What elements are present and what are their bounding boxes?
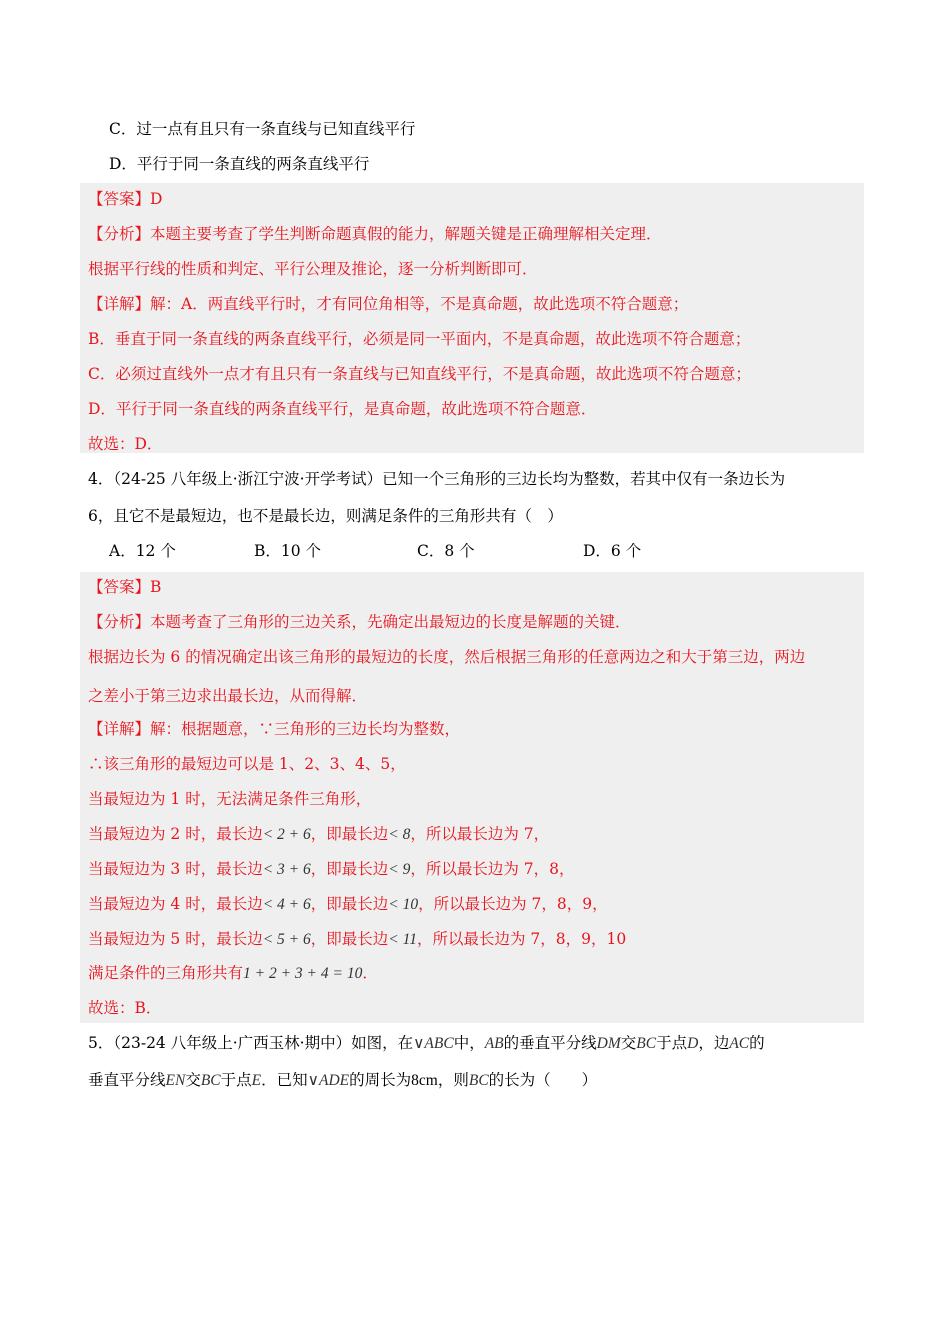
triangle-abc: ∨ABC	[413, 1035, 454, 1052]
q5-text: 中，	[453, 1034, 485, 1052]
q5-text: 交	[620, 1034, 637, 1052]
point-d: D	[687, 1035, 699, 1052]
case-text: ，即最长边	[310, 895, 389, 913]
inequality: < 2 + 6	[262, 826, 311, 843]
q4-detail-line-1: 【详解】解：根据题意，∵三角形的三边长均为整数，	[88, 720, 461, 738]
inequality: < 9	[388, 861, 411, 878]
case-text: ，即最长边	[310, 825, 389, 843]
q5-stem-line-2	[88, 1070, 597, 1091]
q5-text: 的长为（ ）	[488, 1071, 598, 1089]
q4-stem-line-2: 6，且它不是最短边，也不是最长边，则满足条件的三角形共有（ ）	[88, 507, 563, 525]
q4-case-2	[88, 859, 575, 880]
inequality: < 8	[388, 826, 411, 843]
q4-analysis-line-2: 根据边长为 6 的情况确定出该三角形的最短边的长度，然后根据三角形的任意两边之和大于第三边，两边	[88, 648, 806, 666]
q3-option-d: D．平行于同一条直线的两条直线平行	[109, 155, 370, 173]
q3-answer: 【答案】D	[88, 190, 163, 208]
q4-conclusion: 故选：B．	[88, 999, 162, 1017]
segment-bc: BC	[200, 1072, 221, 1089]
case-text: ，所以最长边为 7，8，9，	[418, 895, 608, 913]
segment-bc: BC	[636, 1035, 657, 1052]
q3-analysis-line-2: 根据平行线的性质和判定、平行公理及推论，逐一分析判断即可．	[88, 260, 538, 278]
case-text: ，所以最长边为 7，8，	[410, 860, 575, 878]
inequality: < 11	[388, 931, 417, 948]
q5-text: 的	[749, 1034, 765, 1052]
q4-option-a: A．12 个	[109, 542, 176, 560]
q3-detail-line-4: D．平行于同一条直线的两条直线平行，是真命题，故此选项不符合题意．	[88, 400, 597, 418]
q5-text: 垂直平分线	[88, 1071, 166, 1089]
case-text: ，即最长边	[310, 930, 389, 948]
inequality: < 4 + 6	[262, 896, 311, 913]
q4-detail-line-2: ∴该三角形的最短边可以是 1、2、3、4、5，	[88, 755, 406, 773]
q5-text: 的垂直平分线	[503, 1034, 597, 1052]
line-en: EN	[165, 1072, 186, 1089]
q5-text: 的周长为	[349, 1071, 412, 1089]
q4-total	[88, 963, 378, 984]
q4-case-3	[88, 894, 608, 915]
q4-options	[109, 541, 669, 561]
case-text: 当最短边为 2 时，最长边	[88, 825, 263, 843]
q4-case-1	[88, 824, 549, 845]
case-text: 当最短边为 5 时，最长边	[88, 930, 263, 948]
q3-detail-line-3: C．必须过直线外一点才有且只有一条直线与已知直线平行，不是真命题，故此选项不符合题意；	[88, 365, 751, 383]
q4-analysis-line-1: 【分析】本题考查了三角形的三边关系，先确定出最短边的长度是解题的关键．	[88, 613, 631, 631]
q5-text: 交	[185, 1071, 201, 1089]
q4-detail-line-3: 当最短边为 1 时，无法满足条件三角形，	[88, 790, 372, 808]
inequality: < 5 + 6	[262, 931, 311, 948]
case-text: 当最短边为 3 时，最长边	[88, 860, 263, 878]
q4-option-b: B．10 个	[254, 542, 322, 560]
inequality: < 3 + 6	[262, 861, 311, 878]
q4-stem-line-1: 4．（24-25 八年级上·浙江宁波·开学考试）已知一个三角形的三边长均为整数，若其中仅有一条边长为	[88, 470, 786, 488]
q3-conclusion: 故选：D．	[88, 435, 163, 453]
q3-option-c: C．过一点有且只有一条直线与已知直线平行	[109, 120, 416, 138]
triangle-ade: ∨ADE	[307, 1072, 350, 1089]
q5-text: 5．（23-24 八年级上·广西玉林·期中）如图，在	[88, 1034, 414, 1052]
total-expression: 1 + 2 + 3 + 4 = 10	[243, 965, 363, 982]
case-text: 当最短边为 4 时，最长边	[88, 895, 263, 913]
q5-text: ，边	[698, 1034, 730, 1052]
q5-text: 于点	[656, 1034, 688, 1052]
q3-analysis-line-1: 【分析】本题主要考查了学生判断命题真假的能力，解题关键是正确理解相关定理．	[88, 225, 662, 243]
point-e: E	[251, 1072, 262, 1089]
q5-text: 于点	[220, 1071, 252, 1089]
q3-detail-line-2: B．垂直于同一条直线的两条直线平行，必须是同一平面内，不是真命题，故此选项不符合题意；	[88, 330, 751, 348]
inequality: < 10	[388, 896, 419, 913]
q4-option-d: D．6 个	[583, 542, 642, 560]
perimeter-value: 8cm	[411, 1072, 438, 1089]
q4-analysis-line-3: 之差小于第三边求出最长边，从而得解．	[88, 687, 368, 705]
case-text: ，所以最长边为 7，8，9，10	[416, 930, 627, 948]
q4-answer: 【答案】B	[88, 578, 162, 596]
segment-ab: AB	[484, 1035, 504, 1052]
q5-text: ，则	[437, 1071, 469, 1089]
segment-bc: BC	[468, 1072, 489, 1089]
q5-text: ．已知	[261, 1071, 308, 1089]
case-text: ，即最长边	[310, 860, 389, 878]
total-text: ．	[362, 964, 378, 982]
segment-ac: AC	[729, 1035, 750, 1052]
q5-stem-line-1	[88, 1033, 765, 1054]
line-dm: DM	[596, 1035, 621, 1052]
q3-detail-line-1: 【详解】解：A．两直线平行时，才有同位角相等，不是真命题，故此选项不符合题意；	[88, 295, 689, 313]
q4-case-4	[88, 929, 626, 950]
q4-option-c: C．8 个	[417, 542, 475, 560]
total-text: 满足条件的三角形共有	[88, 964, 244, 982]
case-text: ，所以最长边为 7，	[410, 825, 550, 843]
